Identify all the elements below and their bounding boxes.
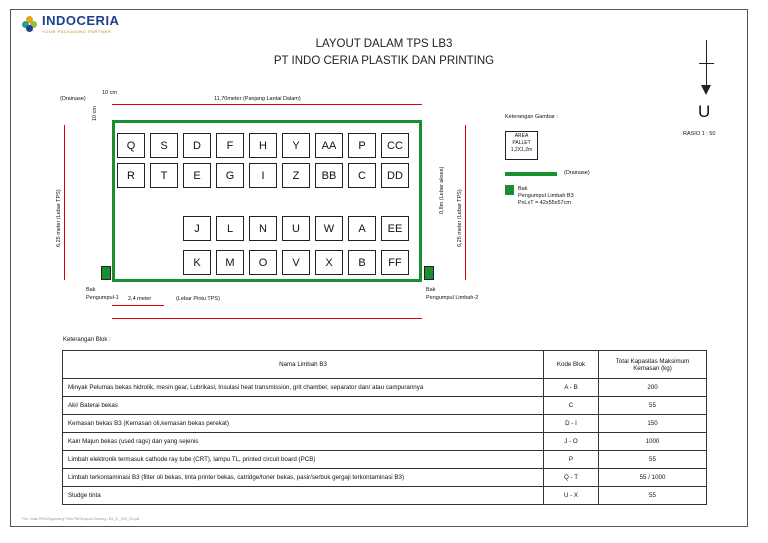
legend-heading: Keterangan Gambar : bbox=[505, 114, 558, 120]
cell-kode-blok: D - I bbox=[544, 415, 599, 433]
door-label: (Lebar Pintu TPS) bbox=[176, 296, 220, 302]
legend-bak-swatch bbox=[505, 185, 514, 195]
page-subtitle: PT INDO CERIA PLASTIK DAN PRINTING bbox=[273, 55, 495, 67]
logo-name: INDOCERIA bbox=[42, 13, 120, 28]
cell-nama-limbah: Kemasan bekas B3 (Kemasan oli,kemasan bekas perekat) bbox=[63, 415, 544, 433]
north-arrow-head-icon bbox=[701, 85, 711, 95]
cell-kapasitas: 150 bbox=[599, 415, 707, 433]
block-cell: P bbox=[348, 133, 376, 158]
cell-kode-blok: C bbox=[544, 397, 599, 415]
cell-kode-blok: P bbox=[544, 451, 599, 469]
cell-nama-limbah: Sludge tinta bbox=[63, 487, 544, 505]
block-cell: H bbox=[249, 133, 277, 158]
block-cell: L bbox=[216, 216, 244, 241]
right-width-dimension-line bbox=[465, 125, 466, 280]
block-cell: Z bbox=[282, 163, 310, 188]
north-label: U bbox=[698, 102, 711, 121]
legend-pallet-line2: PALLET bbox=[512, 140, 531, 146]
block-cell: D bbox=[183, 133, 211, 158]
table-row bbox=[63, 433, 707, 451]
block-cell: Y bbox=[282, 133, 310, 158]
bak-1-label bbox=[86, 286, 119, 302]
block-cell: Q bbox=[117, 133, 145, 158]
waste-block-table bbox=[62, 350, 707, 505]
block-cell: N bbox=[249, 216, 277, 241]
block-cell: K bbox=[183, 250, 211, 275]
block-cell: G bbox=[216, 163, 244, 188]
door-width-label: 2,4 meter bbox=[128, 296, 152, 302]
drainase-label: (Drainase) bbox=[60, 96, 86, 102]
col-header-nama: Nama Limbah B3 bbox=[63, 351, 544, 379]
col-header-kode: Kode Blok bbox=[544, 351, 599, 379]
bak-pengumpul-1 bbox=[101, 266, 111, 280]
table-row bbox=[63, 487, 707, 505]
block-cell: BB bbox=[315, 163, 343, 188]
legend-bak-line2: Pengumpul Limbah B3 bbox=[518, 193, 574, 199]
floor-length-label: 11,70meter (Panjang Lantai Dalam) bbox=[214, 96, 301, 102]
legend-pallet-line3: 1,2X1,2m bbox=[510, 147, 533, 153]
block-cell: S bbox=[150, 133, 178, 158]
block-cell: M bbox=[216, 250, 244, 275]
cell-nama-limbah: Limbah terkontaminasi B3 (filter oli bekas, tinta printer bekas, catridge/toner bekas, pasir/serbuk gergaji terkontaminasi B3) bbox=[63, 469, 544, 487]
bak-1-label-line2: Pengumpul-1 bbox=[86, 295, 119, 301]
cell-nama-limbah: Aki/ Baterai bekas bbox=[63, 397, 544, 415]
company-logo bbox=[22, 14, 119, 34]
cell-kapasitas: 1000 bbox=[599, 433, 707, 451]
bak-1-label-line1: Bak bbox=[86, 287, 96, 293]
block-cell: B bbox=[348, 250, 376, 275]
aisle-label: 0,8m (Lebar akses) bbox=[439, 166, 445, 214]
legend-bak-line1: Bak bbox=[518, 186, 528, 192]
block-cell: J bbox=[183, 216, 211, 241]
left-width-label: 6,25 meter (Lebar TPS) bbox=[56, 189, 62, 247]
cell-kode-blok: A - B bbox=[544, 379, 599, 397]
bak-pengumpul-2 bbox=[424, 266, 434, 280]
block-cell: T bbox=[150, 163, 178, 188]
bak-2-label-line1: Bak bbox=[426, 287, 436, 293]
block-cell: F bbox=[216, 133, 244, 158]
block-cell: DD bbox=[381, 163, 409, 188]
cell-kapasitas: 55 bbox=[599, 397, 707, 415]
cell-kode-blok: Q - T bbox=[544, 469, 599, 487]
table-caption: Keterangan Blok : bbox=[63, 337, 111, 343]
bak-2-label-line2: Pengumpul Limbah-2 bbox=[426, 295, 479, 301]
legend-pallet-area bbox=[505, 131, 538, 160]
col-header-kapasitas: Total Kapasitas Maksimum Kemasan (kg) bbox=[599, 351, 707, 379]
scale-label: RASIO 1 : 50 bbox=[683, 131, 716, 137]
legend-drainase-label: (Drainase) bbox=[564, 170, 590, 176]
table-row bbox=[63, 469, 707, 487]
bottom-dimension-line bbox=[112, 318, 422, 319]
left-width-dimension-line bbox=[64, 125, 65, 280]
block-cell: I bbox=[249, 163, 277, 188]
block-cell: W bbox=[315, 216, 343, 241]
right-width-label: 6,25 meter (Lebar TPS) bbox=[457, 189, 463, 247]
cell-kode-blok: J - O bbox=[544, 433, 599, 451]
block-cell: AA bbox=[315, 133, 343, 158]
cell-nama-limbah: Kain Majun bekas (used rags) dan yang sejenis bbox=[63, 433, 544, 451]
block-cell: X bbox=[315, 250, 343, 275]
north-arrow bbox=[696, 40, 720, 130]
block-cell: R bbox=[117, 163, 145, 188]
block-cell: C bbox=[348, 163, 376, 188]
cell-kapasitas: 200 bbox=[599, 379, 707, 397]
door-dimension-line bbox=[112, 305, 164, 306]
table-row bbox=[63, 415, 707, 433]
block-cell: U bbox=[282, 216, 310, 241]
cell-nama-limbah: Limbah elektronik termasuk cathode ray tube (CRT), lampu TL, printed circuit board (PCB) bbox=[63, 451, 544, 469]
cell-kode-blok: U - X bbox=[544, 487, 599, 505]
table-row bbox=[63, 397, 707, 415]
gap-label-top: 10 cm bbox=[102, 90, 117, 96]
gap-label-side: 10 cm bbox=[92, 106, 98, 121]
cell-kapasitas: 55 bbox=[599, 487, 707, 505]
block-cell: EE bbox=[381, 216, 409, 241]
file-path-footer: File : Data PBG\Supporting Files PBG\Layout Gedung • B3_IC_20X_XX.pdf bbox=[22, 517, 140, 521]
block-cell: A bbox=[348, 216, 376, 241]
legend-bak-line3: PxLxT = 42x55x57cm bbox=[518, 200, 571, 206]
cell-kapasitas: 55 / 1000 bbox=[599, 469, 707, 487]
cell-kapasitas: 55 bbox=[599, 451, 707, 469]
legend-pallet-line1: AREA bbox=[514, 133, 529, 139]
logo-tagline: YOUR PACKAGING PARTNER bbox=[42, 29, 112, 34]
north-arrow-cross bbox=[699, 63, 714, 64]
floor-length-dimension-line bbox=[112, 104, 422, 105]
table-row bbox=[63, 451, 707, 469]
logo-flower-icon bbox=[22, 16, 38, 32]
legend-drainase-swatch bbox=[505, 172, 557, 176]
block-cell: CC bbox=[381, 133, 409, 158]
bak-2-label bbox=[426, 286, 478, 302]
legend-bak-label bbox=[518, 186, 574, 207]
page-title: LAYOUT DALAM TPS LB3 bbox=[315, 38, 453, 50]
block-cell: FF bbox=[381, 250, 409, 275]
cell-nama-limbah: Minyak Pelumas bekas hidrolik, mesin gear, Lubrikasi, Insulasi heat transmission, grit chamber, separator dan/ atau campurannya bbox=[63, 379, 544, 397]
block-cell: E bbox=[183, 163, 211, 188]
table-header-row bbox=[63, 351, 707, 379]
block-cell: V bbox=[282, 250, 310, 275]
table-row bbox=[63, 379, 707, 397]
block-cell: O bbox=[249, 250, 277, 275]
